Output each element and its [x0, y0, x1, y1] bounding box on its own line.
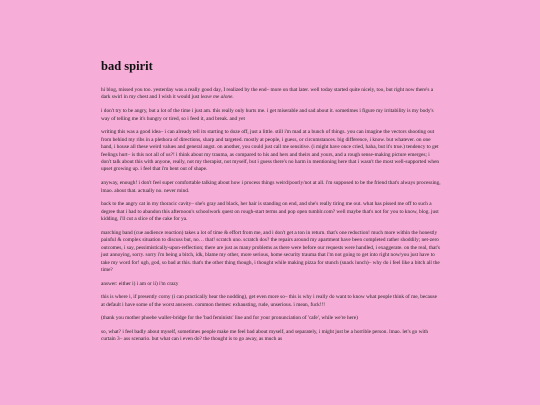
post-paragraph: writing this was a good idea– i can already tell its starting to doze off, just a little. still i'm mad at a bunch of things. you can imagine the vectors shooting out from behind my ribs in a plethora of directions, sharp and targeted. mostly at people, i guess, or circumstances. big difference, i know. but whatever. on one hand, i house all these weird values and general angst. on another, you could just call me sensitive. (i might have once cried, haha, but it's true.) tendency to get feelings hurt– is this not all of us?! i think about my trauma, as compared to his and hers and theirs and yours, and a rough sense-making picture emerges; i don't talk about this with anyone, really, not my therapist, not myself, but i guess there's no harm in mentioning here that i wasn't the most well-supported when upset growing up. i feel that i'm bent out of shape.	[101, 129, 440, 173]
post-paragraph: this is where i, if presently corny (i can practically hear the nodding), get even more so– this is why i really do want to know what people think of me, because at default i have some of the worst answers. common themes: exhausting, rude, unserious. i mean, fuck!!!	[101, 294, 437, 308]
post-paragraph: answer: either i) i am or ii) i'm crazy	[101, 280, 179, 287]
paragraph-text: hi blog, missed you too. yesterday was a really good day, I realized by the end– more on that later. well today started quite nicely, too, but right now there's a dark swirl in my chest and I wish it would just	[101, 87, 434, 101]
post-paragraph: (thank you mother phoebe waller-bridge for the 'bad feminists' line and for your pronunciation of 'cafe', while we're here)	[101, 315, 358, 322]
post-title[interactable]: bad spirit	[101, 59, 153, 73]
paragraph-emphasis: leave me alone.	[200, 94, 234, 101]
post-body	[101, 87, 441, 344]
blog-post	[101, 58, 441, 350]
post-paragraph: anyway, enough! i don't feel super comfortable talking about how i process things weird/poorly/not at all. i'm supposed to be the friend that's always processing, lmao. about that. actually no. never mind.	[101, 180, 441, 194]
post-paragraph: back to the angry cat in my thoracic cavity– she's gray and black, her hair is standing on end, and she's really tiring me out. what has pissed me off to such a degree that i had to abandon this afternoon's schoolwork quest on rough-start terms and pop open tumblr.com? well maybe that's not for you to know, blog. just kidding, i'll cut a slice of the cake for ya.	[101, 201, 439, 223]
post-paragraph: so, what? i feel badly about myself, sometimes people make me feel bad about myself, and separately, i might just be a horrible person. lmao. let's go with curtain 3– ass scenario. but what can i even do? the thought is to go away, as much as	[101, 329, 429, 343]
post-paragraph: marching band (cue audience reaction) takes a lot of time & effort from me, and i don't get a ton in return. that's one reduction! much more within the honestly painful & complex situation to discuss but, no… that! scratch uno. scratch dos? the repairs around my apartment have been completed rather shoddily; net-zero outcomes, i say, pessimistically-upon-reflection; there are just as many problems as there were before our requests were handled, i exaggerate. on the real, that's just annoying, sorry. sorry i'm being a bitch, idk, blame my other, more serious, home security trauma that i'm not going to get into right now/you just have to take my word for! ugh, god, so bad at this. that's the other thing though, i thought while making pizza for stunch (snack lunch)– why do i feel like a bitch all the time?	[101, 229, 440, 273]
post-paragraph	[101, 87, 441, 102]
post-paragraph: i don't try to be angry, but a lot of the time i just am. this really only hurts me. i get miserable and sad about it. sometimes i figure my irritability is my body's way of telling me it's hungry or tired, so i feed it, and break. and yet	[101, 108, 434, 122]
